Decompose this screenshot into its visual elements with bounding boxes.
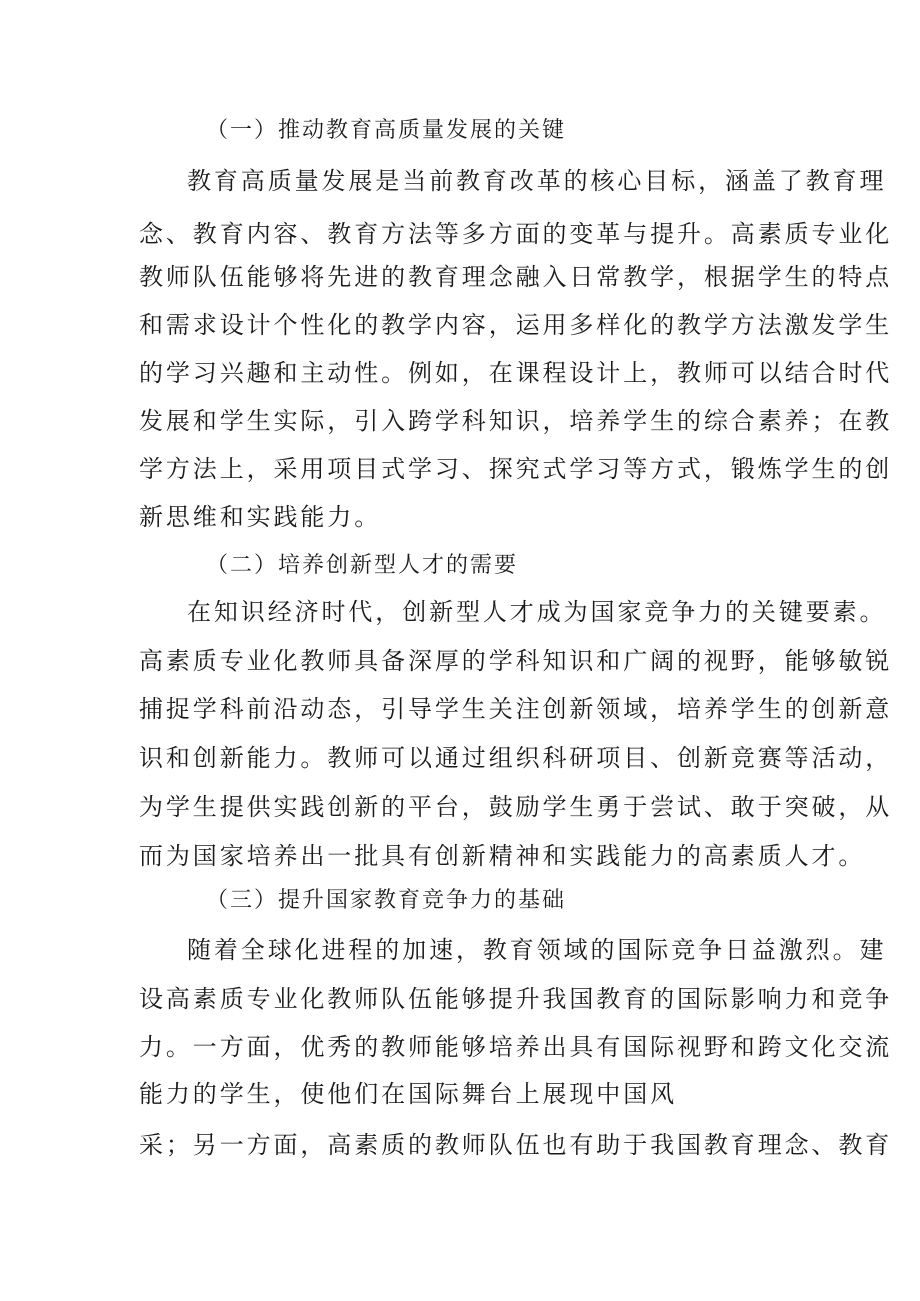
section-2-line: 识和创新能力。教师可以通过组织科研项目、创新竞赛等活动， — [139, 744, 893, 772]
section-1-line: 学方法上，采用项目式学习、探究式学习等方式，锻炼学生的创 — [139, 455, 893, 483]
section-3-line: 随着全球化进程的加速，教育领域的国际竞争日益激烈。建 — [187, 936, 887, 964]
section-1-line: 教师队伍能够将先进的教育理念融入日常教学，根据学生的特点 — [139, 263, 893, 291]
section-2-line: 高素质专业化教师具备深厚的学科知识和广阔的视野，能够敏锐 — [139, 647, 893, 675]
section-3-line: 力。一方面，优秀的教师能够培养出具有国际视野和跨文化交流 — [139, 1033, 893, 1061]
section-1-line: 新思维和实践能力。 — [139, 503, 382, 531]
section-2-line: 为学生提供实践创新的平台，鼓励学生勇于尝试、敢于突破，从 — [139, 793, 893, 821]
section-2-line: 捕捉学科前沿动态，引导学生关注创新领域，培养学生的创新意 — [139, 695, 893, 723]
section-3-heading: （三）提升国家教育竞争力的基础 — [206, 888, 567, 913]
section-1-line: 念、教育内容、教育方法等多方面的变革与提升。高素质专业化 — [139, 220, 893, 248]
section-1-heading: （一）推动教育高质量发展的关键 — [206, 118, 567, 143]
section-2-line: 在知识经济时代，创新型人才成为国家竞争力的关键要素。 — [187, 598, 887, 626]
section-2-heading: （二）培养创新型人才的需要 — [206, 553, 519, 578]
section-1-line: 的学习兴趣和主动性。例如，在课程设计上，教师可以结合时代 — [139, 359, 893, 387]
section-3-line: 采；另一方面，高素质的教师队伍也有助于我国教育理念、教育 — [139, 1131, 893, 1159]
section-2-line: 而为国家培养出一批具有创新精神和实践能力的高素质人才。 — [139, 842, 866, 870]
section-3-line: 设高素质专业化教师队伍能够提升我国教育的国际影响力和竞争 — [139, 985, 893, 1013]
section-1-line: 教育高质量发展是当前教育改革的核心目标，涵盖了教育理 — [187, 167, 887, 195]
section-1-line: 和需求设计个性化的教学内容，运用多样化的教学方法激发学生 — [139, 311, 893, 339]
section-1-line: 发展和学生实际，引入跨学科知识，培养学生的综合素养；在教 — [139, 407, 893, 435]
section-3-line: 能力的学生，使他们在国际舞台上展现中国风 — [139, 1080, 677, 1108]
